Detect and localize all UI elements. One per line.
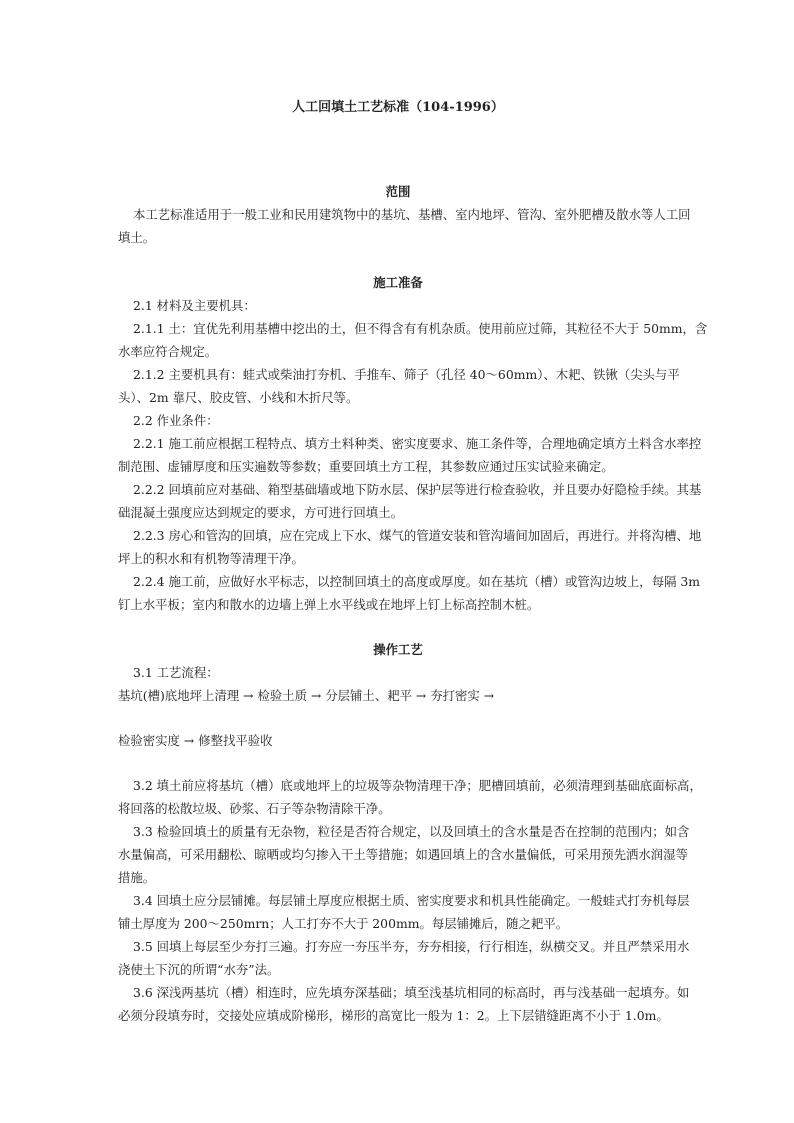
paragraph [118,363,678,409]
paragraph-line: 必须分段填夯时，交接处应填成阶梯形，梯形的高宽比一般为 1：2。上下层错缝距离不小于 1.0m。 [118,1008,669,1023]
paragraph-line: 3.3 检验回填土的质量有无杂物，粒径是否符合规定，以及回填土的含水量是否在控制的范围内；如含 [133,824,690,839]
spacer [118,707,678,729]
spacer [118,249,678,271]
paragraph [118,570,701,616]
paragraph-line: 铺土厚度为 200～250mrn；人工打夯不大于 200mm。每层铺摊后，随之耙平。 [118,916,569,931]
paragraph-line: 2.2.4 施工前，应做好水平标志，以控制回填土的高度或厚度。如在基坑（槽）或管沟边坡上，每隔 3m [133,574,701,589]
paragraph-line: 2.2.3 房心和管沟的回填，应在完成上下水、煤气的管道安装和管沟墙间加固后，再进行。并将沟槽、地 [133,528,702,543]
spacer [118,119,678,180]
paragraph [118,935,690,981]
process-flow-line-1: 基坑(槽)底地坪上清理 → 检验土质 → 分层铺土、耙平 → 夯打密实 → [118,688,495,703]
paragraph [118,409,678,432]
paragraph-line: 3.1 工艺流程： [133,665,219,680]
paragraph-line: 2.2.1 施工前应根据工程特点、填方土料种类、密实度要求、施工条件等，合理地确定填方土料含水率控 [133,436,702,451]
document-title: 人工回填土工艺标准（104-1996） [292,100,504,115]
paragraph-line: 3.2 填土前应将基坑（槽）底或地坪上的垃圾等杂物清理干净；肥槽回填前，必须清理到基础底面标高， [133,778,702,793]
paragraph-line: 2.1.2 主要机具有：蛙式或柴油打夯机、手推车、筛子（孔径 40～60mm）、木耙、铁锹（尖头与平 [133,367,680,382]
paragraph-line: 措施。 [118,870,156,885]
paragraph-line: 头）、2m 靠尺、胶皮管、小线和木折尺等。 [118,390,359,405]
paragraph-line: 浇使土下沉的所谓“水夯”法。 [118,962,280,977]
paragraph-line: 础混凝土强度应达到规定的要求，方可进行回填土。 [118,505,403,520]
paragraph-line: 填土。 [118,230,156,245]
paragraph-line: 制范围、虚铺厚度和压实遍数等参数；重要回填土方工程，其参数应通过压实试验来确定。 [118,459,614,474]
paragraph-line: 2.1 材料及主要机具： [133,298,256,313]
paragraph-line: 3.4 回填土应分层铺摊。每层铺土厚度应根据土质、密实度要求和机具性能确定。一般蛙式打夯机每层 [133,893,690,908]
paragraph [118,294,678,317]
section-heading: 操作工艺 [373,642,423,657]
paragraph-line: 本工艺标准适用于一般工业和民用建筑物中的基坑、基槽、室内地坪、管沟、室外肥槽及散水等人工回 [133,207,691,222]
paragraph [118,432,702,478]
paragraph [118,524,702,570]
paragraph-line: 水量偏高，可采用翻松、晾晒或均匀掺入干土等措施；如遇回填上的含水量偏低，可采用预先洒水润湿等 [118,847,688,862]
paragraph-line: 水率应符合规定。 [118,344,218,359]
spacer [118,752,678,774]
document-page [118,96,708,1027]
process-flow-line-2: 检验密实度 → 修整找平验收 [118,733,273,748]
paragraph-line: 2.1.1 土：宜优先利用基槽中挖出的土，但不得含有有机杂质。使用前应过筛，其粒径不大于 50mm，含 [133,321,708,336]
paragraph [118,889,690,935]
paragraph-line: 将回落的松散垃圾、砂浆、石子等杂物清除干净。 [118,801,391,816]
paragraph-line: 坪上的积水和有机物等清理干净。 [118,551,304,566]
paragraph-line: 钉上水平板；室内和散水的边墙上弹上水平线或在地坪上钉上标高控制木桩。 [118,597,540,612]
paragraph [118,820,690,889]
paragraph [118,478,702,524]
section-heading: 范围 [385,184,411,199]
paragraph-line: 2.2.2 回填前应对基础、箱型基础墙或地下防水层、保护层等进行检查验收，并且要办好隐检手续。其基 [133,482,702,497]
spacer [118,616,678,638]
paragraph [118,661,678,684]
paragraph [118,774,702,820]
sections [118,180,708,684]
paragraph [118,203,691,249]
paragraph-line: 3.5 回填上每层至少夯打三遍。打夯应一夯压半夯，夯夯相接，行行相连，纵横交叉。并且严禁采用水 [133,939,690,954]
paragraph-line: 3.6 深浅两基坑（槽）相连时，应先填夯深基础；填至浅基坑相同的标高时，再与浅基础一起填夯。如 [133,985,690,1000]
paragraph-line: 2.2 作业条件： [133,413,219,428]
operation-paragraphs [118,774,702,1027]
paragraph [118,981,690,1027]
section-heading: 施工准备 [373,275,423,290]
paragraph [118,317,708,363]
